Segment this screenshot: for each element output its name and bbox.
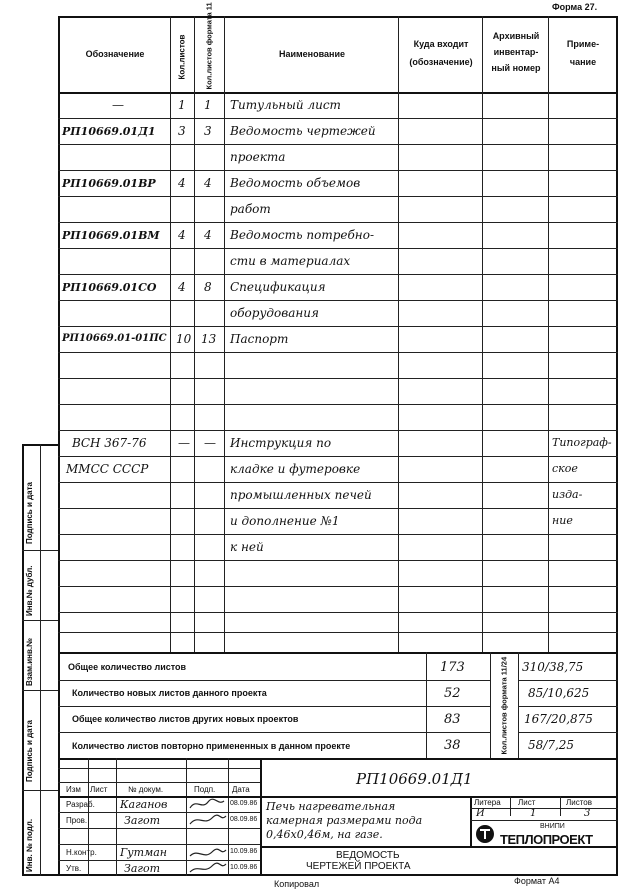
row-name: к ней xyxy=(230,540,264,554)
header-note-1: Приме- xyxy=(566,39,600,49)
stamp-person: Загот xyxy=(124,862,161,875)
stamp-person: Каганов xyxy=(120,798,168,811)
row-designation: ММСС СССР xyxy=(66,462,149,476)
row-count: 4 xyxy=(178,280,186,294)
side-label: Взам.инв.№ xyxy=(25,637,34,686)
form-label: Форма 27. xyxy=(552,2,598,12)
total-value: 38 xyxy=(444,738,461,753)
row-note: ние xyxy=(552,514,573,527)
stamp-litera-label: Литера xyxy=(474,798,501,807)
row-name: оборудования xyxy=(230,306,319,320)
stamp-doc-title: ВЕДОМОСТЬ xyxy=(336,850,400,861)
row-count: 4 xyxy=(178,228,186,242)
total-label: Общее количество листов xyxy=(68,662,187,672)
stamp-role: Разраб. xyxy=(66,800,95,809)
row-name: сти в материалах xyxy=(230,254,351,268)
row-count: 10 xyxy=(176,332,192,346)
row-designation: РП10669.01ВР xyxy=(62,177,156,190)
teploproekt-logo xyxy=(474,824,496,844)
row-count: 3 xyxy=(178,124,186,138)
row-format: — xyxy=(204,436,216,450)
row-name: Спецификация xyxy=(230,280,326,294)
stamp-doc-code: РП10669.01Д1 xyxy=(356,770,473,788)
stamp-col-doc: № докум. xyxy=(128,785,164,794)
header-sheets-format: Кол.листов формата 11 xyxy=(204,2,214,90)
row-name: кладке и футеровке xyxy=(230,462,361,476)
signature-marks xyxy=(186,796,228,876)
row-note: ское xyxy=(552,462,578,475)
row-count: — xyxy=(178,436,190,450)
stamp-col-list: Лист xyxy=(90,785,108,794)
row-designation: РП10669.01-01ПС xyxy=(62,333,167,344)
row-format: 1 xyxy=(204,98,212,112)
total-value: 83 xyxy=(444,712,461,727)
row-name: Титульный лист xyxy=(230,98,341,112)
row-note: изда- xyxy=(552,488,583,501)
row-format: 3 xyxy=(204,124,212,138)
row-note: Типограф- xyxy=(552,436,612,449)
stamp-role: Н.контр. xyxy=(66,848,97,857)
header-name: Наименование xyxy=(278,49,346,59)
stamp-sheet: 1 xyxy=(530,808,537,819)
row-name: проекта xyxy=(230,150,286,164)
row-format: 8 xyxy=(204,280,212,294)
row-format: 4 xyxy=(204,228,212,242)
stamp-title-line: камерная размерами пода xyxy=(266,814,423,827)
total-format: 310/38,75 xyxy=(522,660,584,674)
side-label: Инв. № подл. xyxy=(25,818,34,872)
row-name: Ведомость потребно- xyxy=(230,228,374,242)
stamp-date: 10.09.86 xyxy=(230,848,258,855)
header-archive-2: инвентар- xyxy=(493,47,539,57)
total-label: Общее количество листов других новых проектов xyxy=(72,714,299,724)
stamp-doc-title: ЧЕРТЕЖЕЙ ПРОЕКТА xyxy=(306,861,411,872)
row-name: и дополнение №1 xyxy=(230,514,340,528)
total-label: Количество новых листов данного проекта xyxy=(72,688,267,698)
side-label: Инв.№ дубл. xyxy=(25,565,34,616)
stamp-col-date: Дата xyxy=(232,785,250,794)
stamp-date: 10.09.86 xyxy=(230,864,258,871)
stamp-title-line: 0,46х0,46м, на газе. xyxy=(266,828,383,841)
header-archive-1: Архивный xyxy=(492,31,540,41)
side-label: Подпись и дата xyxy=(25,720,34,782)
row-count: 1 xyxy=(178,98,186,112)
total-format: 167/20,875 xyxy=(524,712,593,726)
header-designation: Обозначение xyxy=(85,49,145,59)
stamp-sheets: 3 xyxy=(584,808,591,819)
total-format: 85/10,625 xyxy=(528,686,590,700)
header-where-used-2: (обозначение) xyxy=(409,57,473,67)
total-value: 52 xyxy=(444,686,461,701)
row-name: промышленных печей xyxy=(230,488,372,502)
stamp-person: Гутман xyxy=(120,846,168,859)
stamp-person: Загот xyxy=(124,814,161,827)
stamp-title-line: Печь нагревательная xyxy=(266,800,396,813)
copied-label: Копировал xyxy=(274,879,320,889)
total-label: Количество листов повторно примененных в данном проекте xyxy=(72,741,351,751)
row-designation: РП10669.01ВМ xyxy=(62,229,160,242)
header-archive-3: ный номер xyxy=(491,63,541,73)
stamp-litera: И xyxy=(476,808,485,819)
stamp-col-sign: Подп. xyxy=(194,785,216,794)
row-name: работ xyxy=(230,202,271,216)
row-format: 4 xyxy=(204,176,212,190)
stamp-date: 08.09.86 xyxy=(230,800,258,807)
row-designation: ВСН 367-76 xyxy=(72,436,147,450)
row-name: Ведомость объемов xyxy=(230,176,361,190)
header-where-used-1: Куда входит xyxy=(413,39,469,49)
stamp-sheet-label: Лист xyxy=(518,798,536,807)
org-name: ТЕПЛОПРОЕКТ xyxy=(500,832,593,847)
row-count: 4 xyxy=(178,176,186,190)
row-name: Ведомость чертежей xyxy=(230,124,376,138)
stamp-role: Пров. xyxy=(66,816,88,825)
totals-format-header: Кол.листов формата 11/24 xyxy=(499,656,509,755)
row-designation: — xyxy=(112,98,124,112)
row-designation: РП10669.01СО xyxy=(62,281,157,294)
row-designation: РП10669.01Д1 xyxy=(62,125,156,138)
stamp-date: 08.09.86 xyxy=(230,816,258,823)
format-label: Формат А4 xyxy=(514,876,560,886)
total-format: 58/7,25 xyxy=(528,738,575,752)
stamp-role: Утв. xyxy=(66,864,82,873)
stamp-col-izm: Изм xyxy=(66,785,81,794)
header-note-2: чание xyxy=(569,57,597,67)
header-sheets-count: Кол.листов xyxy=(177,34,187,80)
row-format: 13 xyxy=(201,332,217,346)
row-name: Паспорт xyxy=(230,332,289,346)
org-small: ВНИПИ xyxy=(540,823,565,830)
row-name: Инструкция по xyxy=(230,436,332,450)
stamp-sheets-label: Листов xyxy=(566,798,592,807)
total-value: 173 xyxy=(440,660,465,675)
side-label: Подпись и дата xyxy=(25,482,34,544)
